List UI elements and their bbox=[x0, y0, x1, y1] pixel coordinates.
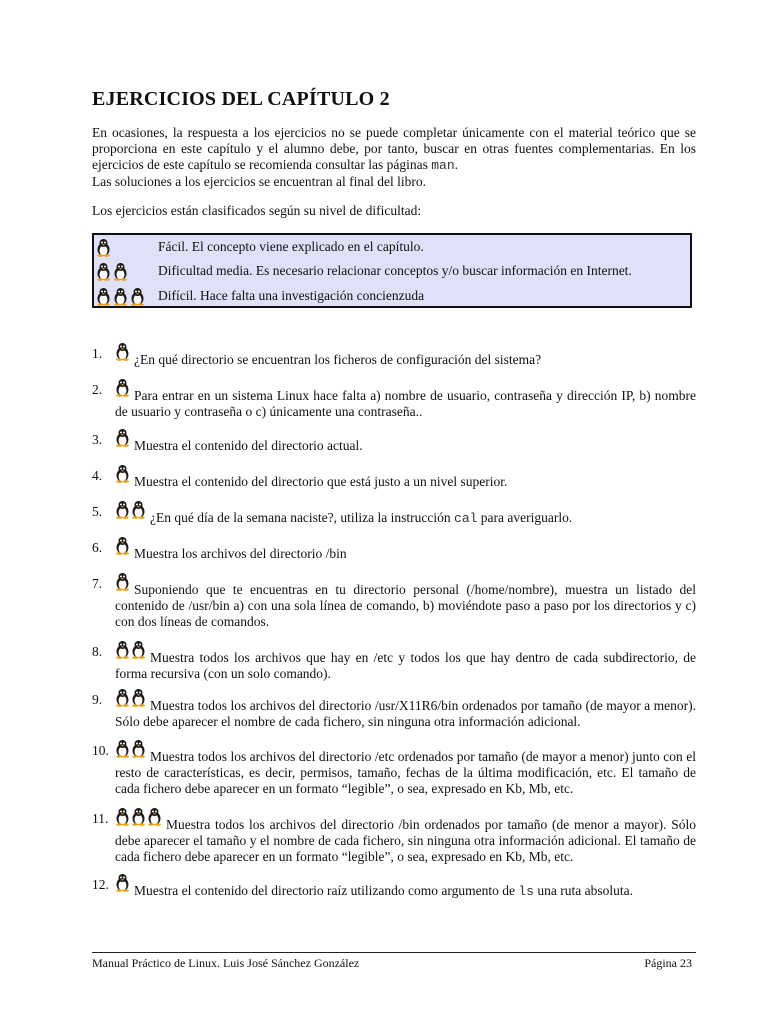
tux-penguin-icon bbox=[131, 500, 146, 519]
tux-penguin-icon bbox=[115, 536, 130, 555]
intro-text-b: . bbox=[454, 157, 459, 172]
level-icons bbox=[96, 262, 130, 282]
inline-command: ls bbox=[518, 884, 534, 899]
solutions-note: Las soluciones a los ejercicios se encuentran al final del libro. bbox=[92, 174, 427, 189]
tux-penguin-icon bbox=[115, 378, 130, 397]
exercise-text-part: Muestra todos los archivos del directorio /bin ordenados por tamaño (de menor a mayor). Sólo debe aparecer el tamaño y el nombre de cada fichero, sin ninguna otra información adicional. El tamaño de cada fichero debe aparecer en un formato “legible”, o sea, expresado en Kb, Mb, etc. bbox=[115, 817, 696, 864]
exercise-number: 12. bbox=[92, 877, 109, 892]
exercise-text bbox=[115, 743, 696, 797]
tux-penguin-icon bbox=[115, 500, 130, 519]
exercise-text-part: Muestra el contenido del directorio raíz utilizando como argumento de bbox=[134, 883, 519, 898]
level-description: Difícil. Hace falta una investigación concienzuda bbox=[158, 288, 425, 303]
intro-text bbox=[92, 125, 696, 190]
tux-penguin-icon bbox=[115, 572, 130, 591]
inline-command: cal bbox=[454, 511, 478, 526]
footer-page-number: Página 23 bbox=[644, 956, 692, 970]
tux-penguin-icon bbox=[113, 287, 128, 306]
exercise-text bbox=[115, 432, 696, 454]
exercise-text bbox=[115, 877, 696, 900]
tux-penguin-icon bbox=[115, 464, 130, 483]
exercise-text bbox=[115, 468, 696, 490]
difficulty-icons bbox=[115, 739, 147, 758]
tux-penguin-icon bbox=[96, 287, 111, 306]
exercise-text-part: una ruta absoluta. bbox=[533, 883, 633, 898]
exercise-text bbox=[115, 540, 696, 562]
exercise-text-part: ¿En qué día de la semana naciste?, utiliza la instrucción bbox=[150, 510, 455, 525]
exercise-number: 4. bbox=[92, 468, 103, 483]
exercise-text-part: Muestra los archivos del directorio /bin bbox=[134, 546, 347, 561]
exercise-text-part: Muestra todos los archivos del directorio /usr/X11R6/bin ordenados por tamaño (de mayor a menor). Sólo debe aparecer el nombre de cada fichero, sin ninguna otra información adicional. bbox=[115, 698, 696, 729]
chapter-title: EJERCICIOS DEL CAPÍTULO 2 bbox=[92, 88, 390, 110]
difficulty-legend-box bbox=[92, 233, 692, 308]
difficulty-icons bbox=[115, 464, 131, 483]
difficulty-icons bbox=[115, 428, 131, 447]
document-page bbox=[92, 0, 696, 1024]
footer-divider bbox=[92, 952, 696, 953]
exercise-number: 8. bbox=[92, 644, 103, 659]
footer-book-title: Manual Práctico de Linux. Luis José Sánchez González bbox=[92, 956, 360, 970]
exercise-number: 7. bbox=[92, 576, 103, 591]
intro-text-a: En ocasiones, la respuesta a los ejercicios no se puede completar únicamente con el material teórico que se proporciona en este capítulo y el alumno debe, por tanto, buscar en otras fuentes complementarias. En los ejercicios de este capítulo se recomienda consultar las páginas bbox=[92, 125, 696, 172]
difficulty-icons bbox=[115, 688, 147, 707]
difficulty-icons bbox=[115, 378, 131, 397]
tux-penguin-icon bbox=[131, 739, 146, 758]
difficulty-icons bbox=[115, 807, 163, 826]
difficulty-icons bbox=[115, 572, 131, 591]
exercise-text bbox=[115, 811, 696, 865]
tux-penguin-icon bbox=[131, 640, 146, 659]
exercise-text-part: Muestra el contenido del directorio que está justo a un nivel superior. bbox=[134, 474, 508, 489]
level-row-easy bbox=[94, 236, 690, 260]
tux-penguin-icon bbox=[113, 262, 128, 281]
levels-intro: Los ejercicios están clasificados según su nivel de dificultad: bbox=[92, 203, 422, 218]
difficulty-icons bbox=[115, 500, 147, 519]
exercise-text bbox=[115, 576, 696, 630]
exercise-text bbox=[115, 346, 696, 368]
exercise-text-part: Para entrar en un sistema Linux hace falta a) nombre de usuario, contraseña y dirección IP, b) nombre de usuario y contraseña o c) únicamente una contraseña.. bbox=[115, 388, 696, 419]
tux-penguin-icon bbox=[147, 807, 162, 826]
level-description: Dificultad media. Es necesario relacionar conceptos y/o buscar información en Internet. bbox=[158, 263, 632, 278]
level-description: Fácil. El concepto viene explicado en el capítulo. bbox=[158, 239, 424, 254]
difficulty-icons bbox=[115, 342, 131, 361]
exercise-text-part: Muestra el contenido del directorio actual. bbox=[134, 438, 363, 453]
level-icons bbox=[96, 287, 147, 307]
exercise-number: 11. bbox=[92, 811, 109, 826]
tux-penguin-icon bbox=[96, 238, 111, 257]
exercise-text-part: Suponiendo que te encuentras en tu directorio personal (/home/nombre), muestra un listado del contenido de /usr/bin a) con una sola línea de comando, b) moviéndote paso a paso por los directorios y c) con dos líneas de comandos. bbox=[115, 582, 696, 629]
exercise-text bbox=[115, 504, 696, 527]
intro-paragraph bbox=[92, 125, 696, 174]
exercise-number: 6. bbox=[92, 540, 103, 555]
tux-penguin-icon bbox=[115, 640, 130, 659]
exercise-text bbox=[115, 382, 696, 420]
difficulty-icons bbox=[115, 536, 131, 555]
tux-penguin-icon bbox=[115, 807, 130, 826]
exercise-number: 2. bbox=[92, 382, 103, 397]
exercise-text bbox=[115, 644, 696, 682]
tux-penguin-icon bbox=[115, 342, 130, 361]
tux-penguin-icon bbox=[115, 739, 130, 758]
exercise-number: 1. bbox=[92, 346, 103, 361]
tux-penguin-icon bbox=[96, 262, 111, 281]
exercise-number: 9. bbox=[92, 692, 103, 707]
level-row-hard bbox=[94, 285, 690, 309]
exercise-text bbox=[115, 692, 696, 730]
exercise-number: 5. bbox=[92, 504, 103, 519]
exercise-text-part: para averiguarlo. bbox=[477, 510, 573, 525]
tux-penguin-icon bbox=[130, 287, 145, 306]
tux-penguin-icon bbox=[131, 807, 146, 826]
tux-penguin-icon bbox=[115, 873, 130, 892]
level-icons bbox=[96, 238, 113, 258]
exercise-number: 10. bbox=[92, 743, 109, 758]
difficulty-icons bbox=[115, 640, 147, 659]
tux-penguin-icon bbox=[115, 428, 130, 447]
intro-code-man: man bbox=[431, 158, 455, 173]
exercise-text-part: Muestra todos los archivos del directorio /etc ordenados por tamaño (de mayor a menor) junto con el resto de características, es decir, permisos, tamaño, fechas de la última modificación, etc. El tamaño de cada fichero debe aparecer en un formato “legible”, o sea, expresado en Kb, Mb, etc. bbox=[115, 749, 696, 796]
tux-penguin-icon bbox=[115, 688, 130, 707]
exercise-text-part: ¿En qué directorio se encuentran los ficheros de configuración del sistema? bbox=[134, 352, 542, 367]
level-row-medium bbox=[94, 260, 690, 284]
exercise-number: 3. bbox=[92, 432, 103, 447]
exercise-text-part: Muestra todos los archivos que hay en /etc y todos los que hay dentro de cada subdirectorio, de forma recursiva (con un solo comando). bbox=[115, 650, 696, 681]
difficulty-icons bbox=[115, 873, 131, 892]
tux-penguin-icon bbox=[131, 688, 146, 707]
